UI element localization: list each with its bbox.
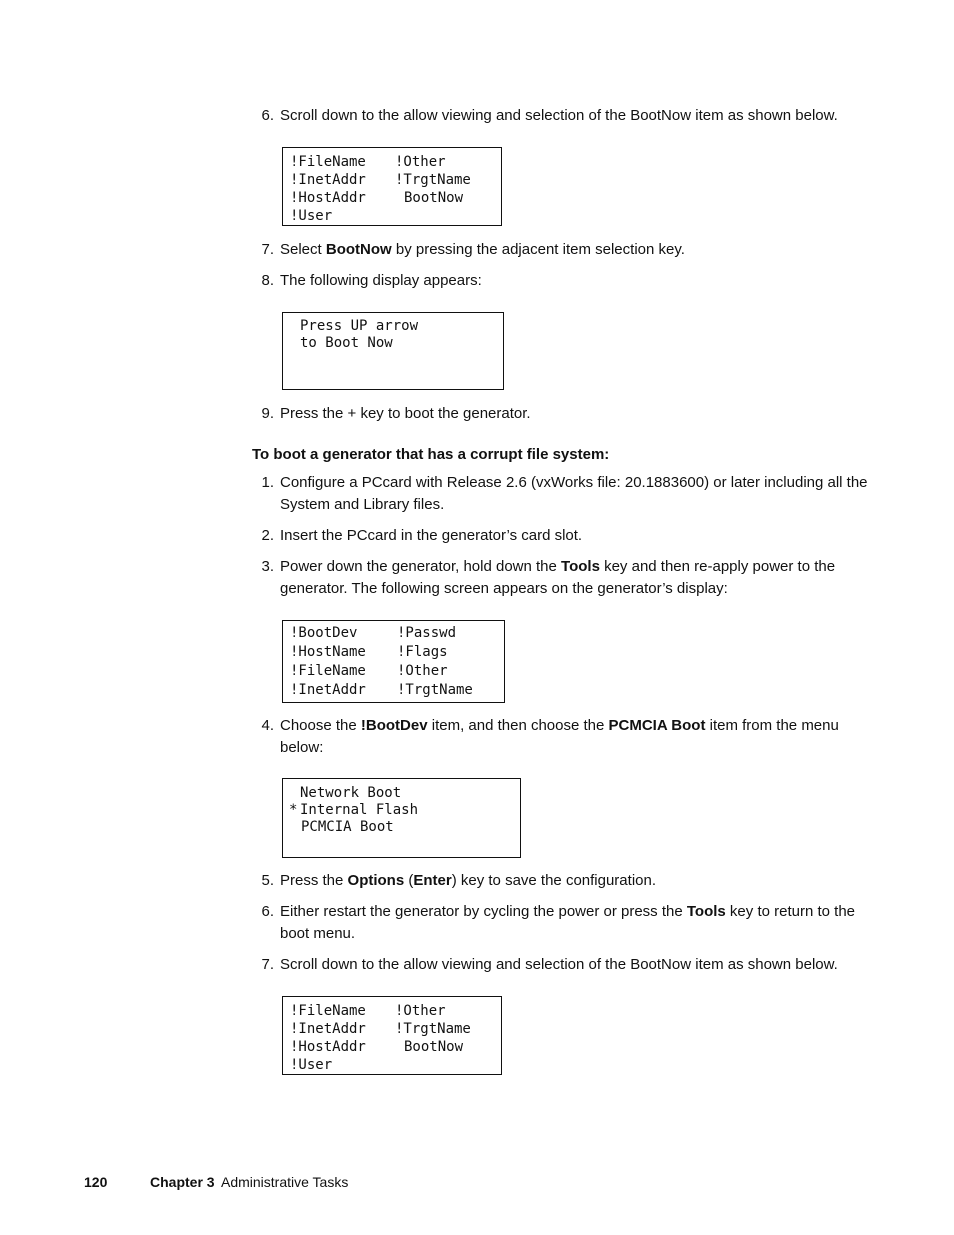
lcd-cell: !Flags [397,644,448,660]
step-2 [256,525,868,547]
lcd-cell: !InetAddr [290,172,366,188]
lcd-cell: !TrgtName [395,172,471,188]
step-number: 9. [261,405,274,422]
lcd-cell: !User [290,1057,333,1073]
section-heading: To boot a generator that has a corrupt file system: [252,446,610,463]
lcd-cell: BootNow [404,190,464,206]
step-text: Scroll down to the allow viewing and selection of the BootNow item as shown below. [280,107,838,124]
lcd-cell: !InetAddr [290,682,366,698]
step-number: 7. [261,956,274,973]
lcd-cell: !Other [397,663,448,679]
lcd-display-boot-device [282,778,521,858]
step-text: Power down the generator, hold down the Tools key and then re-apply power to the generator. The following screen appears on the generator’s display: [280,558,836,597]
lcd-cell: !FileName [290,663,366,679]
lcd-cell: !FileName [290,154,366,170]
lcd-cell: !Passwd [397,625,457,641]
lcd-line: PCMCIA Boot [301,819,394,835]
step-text: Press the Options (Enter) key to save the configuration. [280,872,656,889]
lcd-cell: BootNow [404,1039,464,1055]
footer-chapter: Chapter 3 [150,1174,215,1190]
lcd-cell: !Other [395,154,446,170]
step-number: 6. [261,107,274,124]
step-text: Configure a PCcard with Release 2.6 (vxWorks file: 20.1883600) or later including all the System and Library files. [280,474,868,513]
step-text: Scroll down to the allow viewing and selection of the BootNow item as shown below. [280,956,838,973]
step-3 [256,556,868,600]
lcd-cell: !TrgtName [397,682,473,698]
step-text: Either restart the generator by cycling the power or press the Tools key to return to the boot menu. [280,903,856,942]
lcd-cell: !Other [395,1003,446,1019]
step-number: 6. [261,903,274,920]
page-number: 120 [84,1174,108,1190]
step-8 [256,270,868,292]
lcd-line: Press UP arrow [300,318,419,334]
step-text: Insert the PCcard in the generator’s card slot. [280,527,583,544]
lcd-cell: !TrgtName [395,1021,471,1037]
step-5 [256,870,868,892]
step-text: Select BootNow by pressing the adjacent item selection key. [280,241,685,258]
step-number: 7. [261,241,274,258]
lcd-display-bootnow [282,147,502,226]
step-1 [256,472,868,516]
step-number: 8. [261,272,274,289]
step-text: Choose the !BootDev item, and then choose the PCMCIA Boot item from the menu below: [280,717,839,756]
step-7b [256,954,868,976]
lcd-display-press-up [282,312,504,390]
lcd-cell: !HostAddr [290,190,366,206]
step-6b [256,901,868,945]
footer-title: Administrative Tasks [221,1174,349,1190]
step-number: 1. [261,474,274,491]
step-4 [256,715,868,759]
lcd-cell: !FileName [290,1003,366,1019]
step-number: 3. [261,558,274,575]
step-6 [256,105,868,127]
lcd-display-bootnow-2 [282,996,502,1075]
lcd-line: Internal Flash [300,802,419,818]
lcd-cell: !HostName [290,644,366,660]
step-text: The following display appears: [280,272,482,289]
step-9 [256,403,868,425]
lcd-cell: !InetAddr [290,1021,366,1037]
lcd-cell: !HostAddr [290,1039,366,1055]
step-number: 2. [261,527,274,544]
step-text: Press the + key to boot the generator. [280,405,531,422]
step-7 [256,239,868,261]
lcd-cell: !User [290,208,333,224]
lcd-line: to Boot Now [300,335,393,351]
step-number: 5. [261,872,274,889]
lcd-display-boot-menu [282,620,505,703]
lcd-line: Network Boot [300,785,402,801]
step-number: 4. [261,717,274,734]
lcd-cell: !BootDev [290,625,358,641]
selected-marker-icon: * [289,802,298,818]
